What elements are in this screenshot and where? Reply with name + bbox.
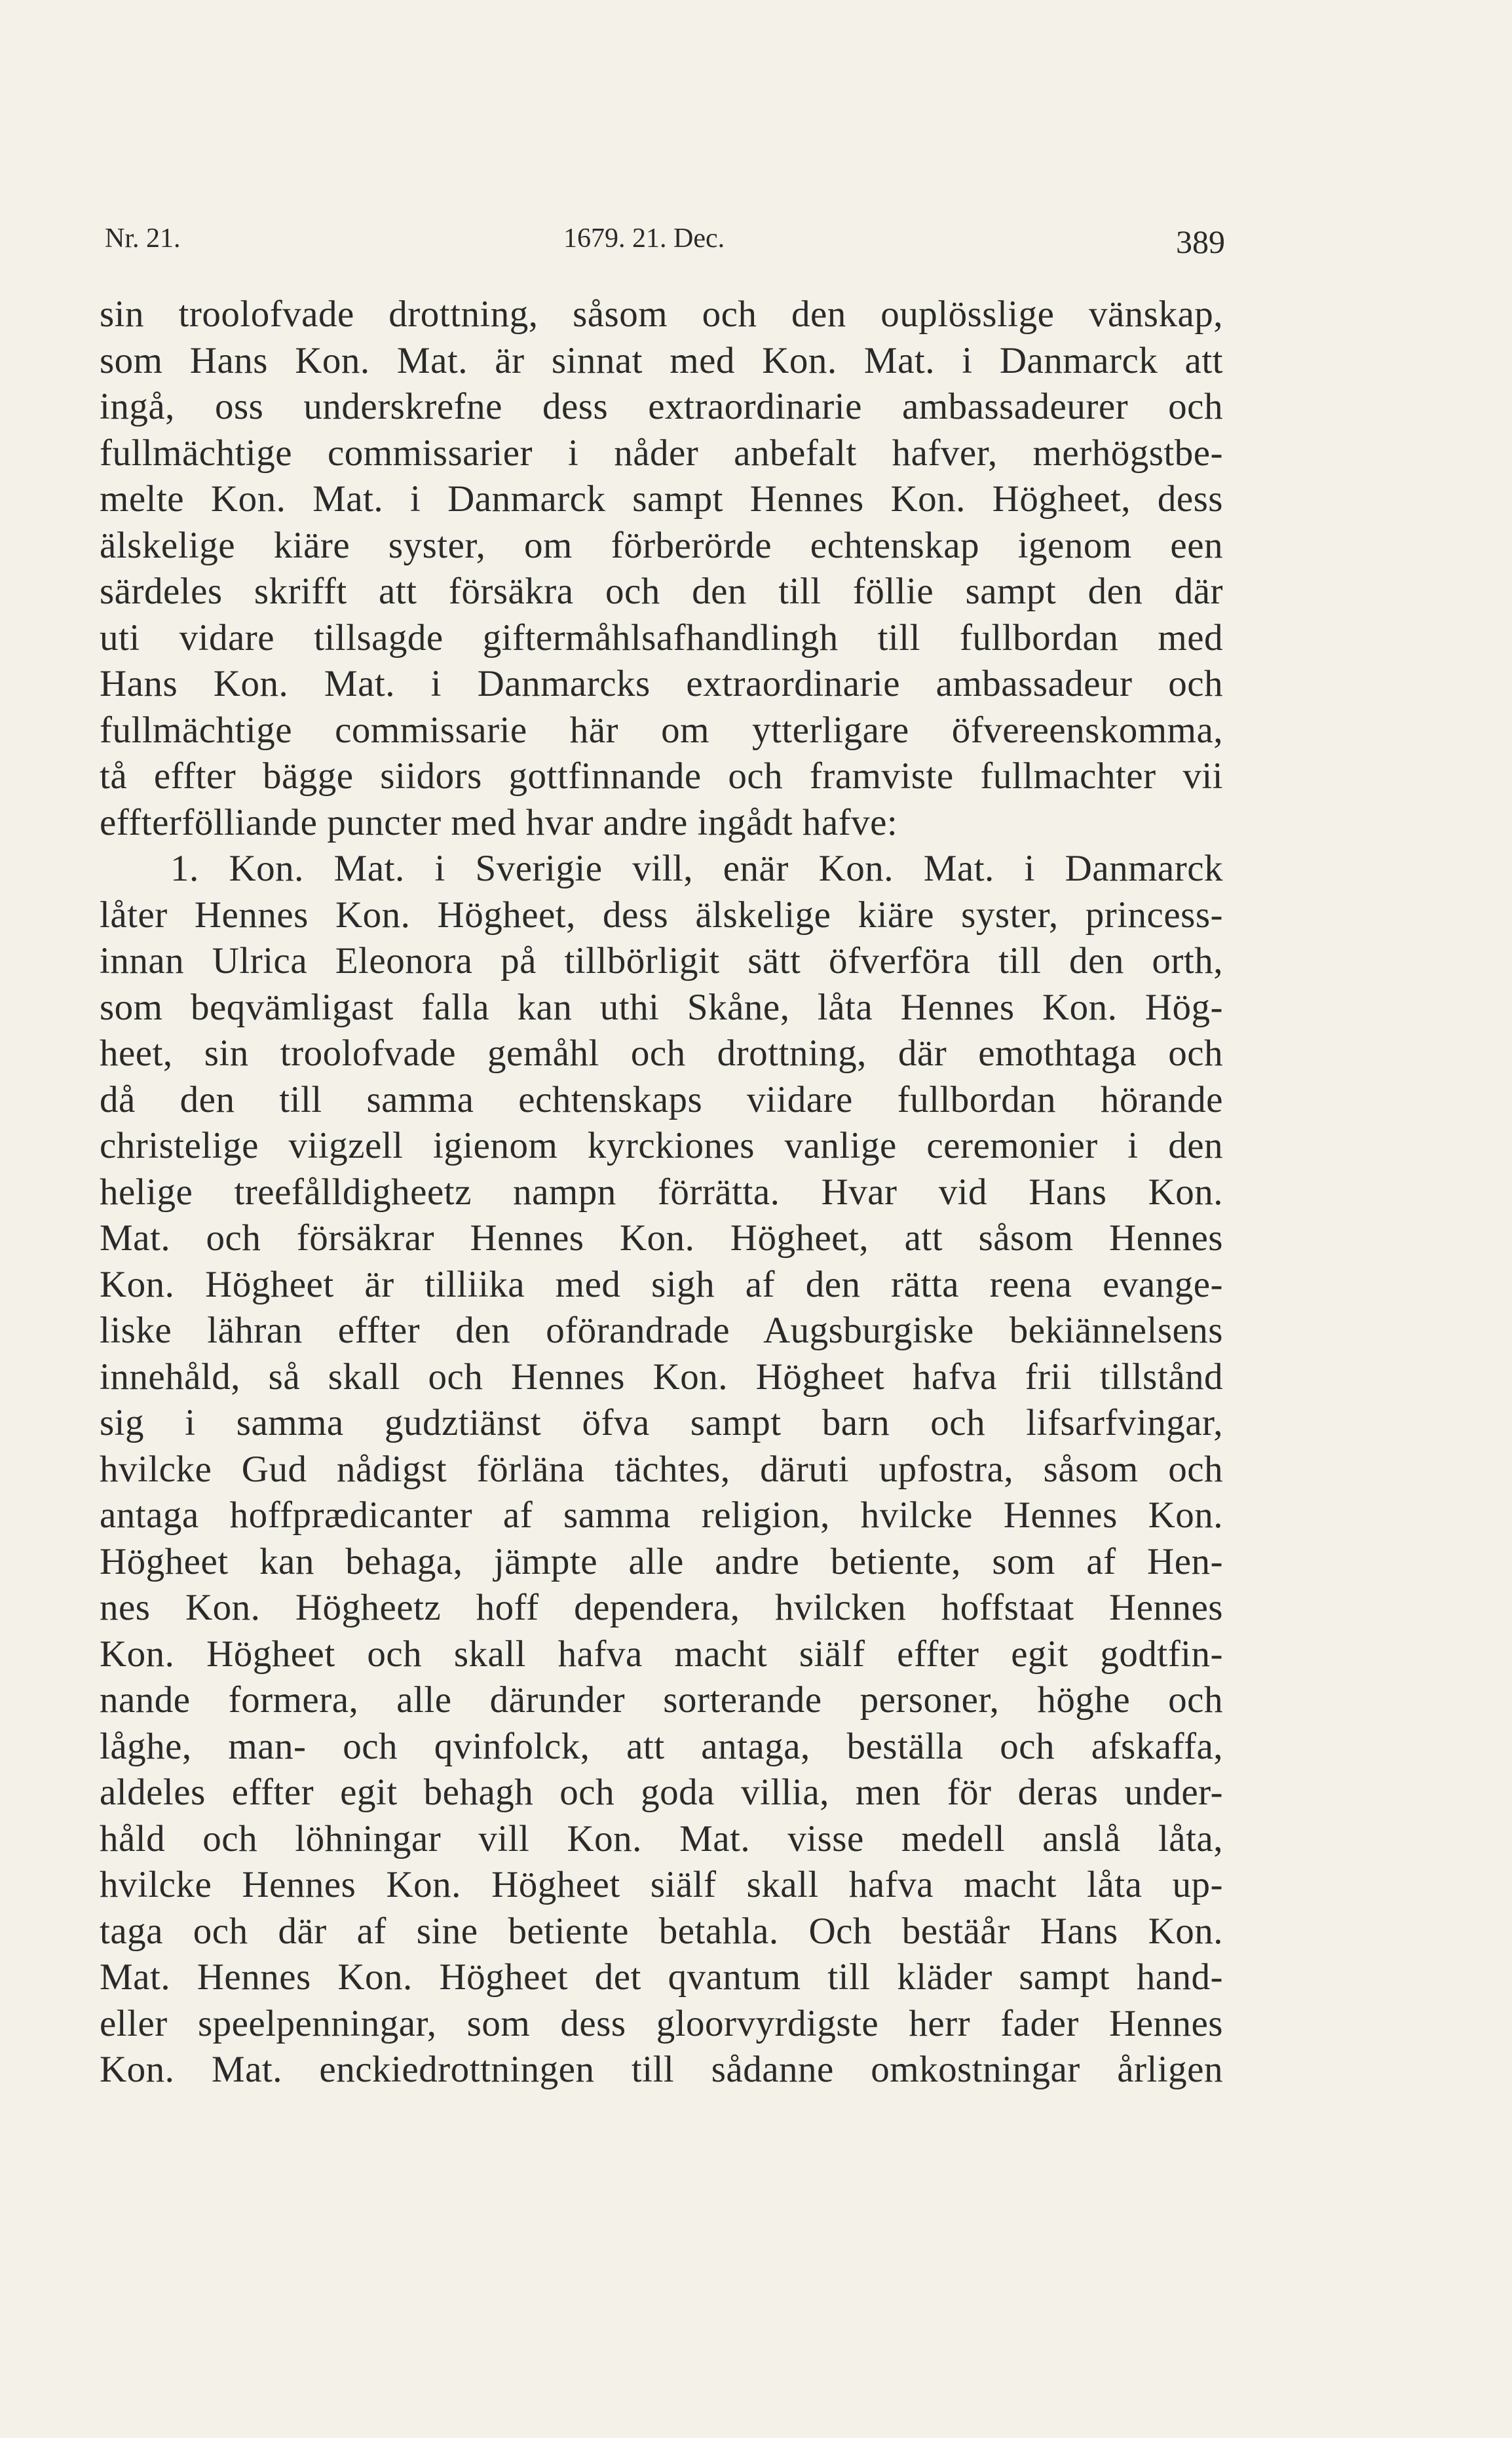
text-line: uti vidare tillsagde giftermåhlsafhandlingh till fullbordan med: [100, 617, 1223, 658]
text-line: särdeles skrifft att försäkra och den till föllie sampt den där: [100, 571, 1223, 612]
text-line: nes Kon. Högheetz hoff dependera, hvilcken hoffstaat Hennes: [100, 1587, 1223, 1628]
page-header: [105, 223, 1225, 262]
body-text: [100, 292, 1223, 2093]
text-line: Högheet kan behaga, jämpte alle andre betiente, som af Hen-: [100, 1540, 1223, 1582]
text-line: hvilcke Hennes Kon. Högheet siälf skall hafva macht låta up-: [100, 1864, 1223, 1905]
text-line: håld och löhningar vill Kon. Mat. visse medell anslå låta,: [100, 1818, 1223, 1859]
text-line: älskelige kiäre syster, om förberörde echtenskap igenom een: [100, 524, 1223, 566]
text-line: antaga hoffprædicanter af samma religion, hvilcke Hennes Kon.: [100, 1495, 1223, 1536]
text-line: Mat. och försäkrar Hennes Kon. Högheet, att såsom Hennes: [100, 1217, 1223, 1259]
text-line: 1. Kon. Mat. i Sverigie vill, enär Kon. Mat. i Danmarck: [170, 848, 1223, 889]
text-line: fullmächtige commissarier i nåder anbefalt hafver, merhögstbe-: [100, 432, 1223, 474]
text-line: effterfölliande puncter med hvar andre ingådt hafve:: [100, 801, 898, 843]
text-line: melte Kon. Mat. i Danmarck sampt Hennes Kon. Högheet, dess: [100, 478, 1223, 520]
text-line: Kon. Mat. enckiedrottningen till sådanne omkostningar årligen: [100, 2049, 1223, 2090]
text-line: hvilcke Gud nådigst förläna tächtes, däruti upfostra, såsom och: [100, 1448, 1223, 1490]
text-line: Hans Kon. Mat. i Danmarcks extraordinarie ambassadeur och: [100, 663, 1223, 704]
text-line: taga och där af sine betiente betahla. Och bestäår Hans Kon.: [100, 1910, 1223, 1952]
document-number: Nr. 21.: [105, 223, 181, 254]
text-line: nande formera, alle därunder sorterande personer, höghe och: [100, 1679, 1223, 1721]
text-line: som Hans Kon. Mat. är sinnat med Kon. Mat. i Danmarck att: [100, 339, 1223, 381]
text-line: innan Ulrica Eleonora på tillbörligit sätt öfverföra till den orth,: [100, 940, 1223, 981]
text-line: aldeles effter egit behagh och goda villia, men för deras under-: [100, 1772, 1223, 1813]
text-line: då den till samma echtenskaps viidare fullbordan hörande: [100, 1078, 1223, 1120]
text-line: sig i samma gudztiänst öfva sampt barn och lifsarfvingar,: [100, 1402, 1223, 1443]
text-line: heet, sin troolofvade gemåhl och drottning, där emothtaga och: [100, 1033, 1223, 1074]
text-line: tå effter bägge siidors gottfinnande och framviste fullmachter vii: [100, 755, 1223, 797]
text-line: Mat. Hennes Kon. Högheet det qvantum till kläder sampt hand-: [100, 1956, 1223, 1998]
text-line: som beqvämligast falla kan uthi Skåne, låta Hennes Kon. Hög-: [100, 986, 1223, 1028]
text-line: helige treefålldigheetz nampn förrätta. Hvar vid Hans Kon.: [100, 1171, 1223, 1213]
text-line: christelige viigzell igienom kyrckiones vanlige ceremonier i den: [100, 1125, 1223, 1166]
text-line: eller speelpenningar, som dess gloorvyrdigste herr fader Hennes: [100, 2002, 1223, 2044]
text-line: Kon. Högheet är tilliika med sigh af den rätta reena evange-: [100, 1263, 1223, 1305]
text-line: låter Hennes Kon. Högheet, dess älskelige kiäre syster, princess-: [100, 894, 1223, 936]
text-line: fullmächtige commissarie här om ytterligare öfvereenskomma,: [100, 709, 1223, 751]
text-line: liske lähran effter den oförandrade Augsburgiske bekiännelsens: [100, 1310, 1223, 1351]
document-date: 1679. 21. Dec.: [563, 223, 725, 254]
text-line: sin troolofvade drottning, såsom och den ouplösslige vänskap,: [100, 294, 1223, 335]
text-line: Kon. Högheet och skall hafva macht siälf effter egit godtfin-: [100, 1633, 1223, 1675]
text-line: ingå, oss underskrefne dess extraordinarie ambassadeurer och: [100, 386, 1223, 427]
page-number: 389: [1176, 223, 1225, 260]
text-line: låghe, man- och qvinfolck, att antaga, beställa och afskaffa,: [100, 1725, 1223, 1767]
text-line: innehåld, så skall och Hennes Kon. Högheet hafva frii tillstånd: [100, 1356, 1223, 1398]
